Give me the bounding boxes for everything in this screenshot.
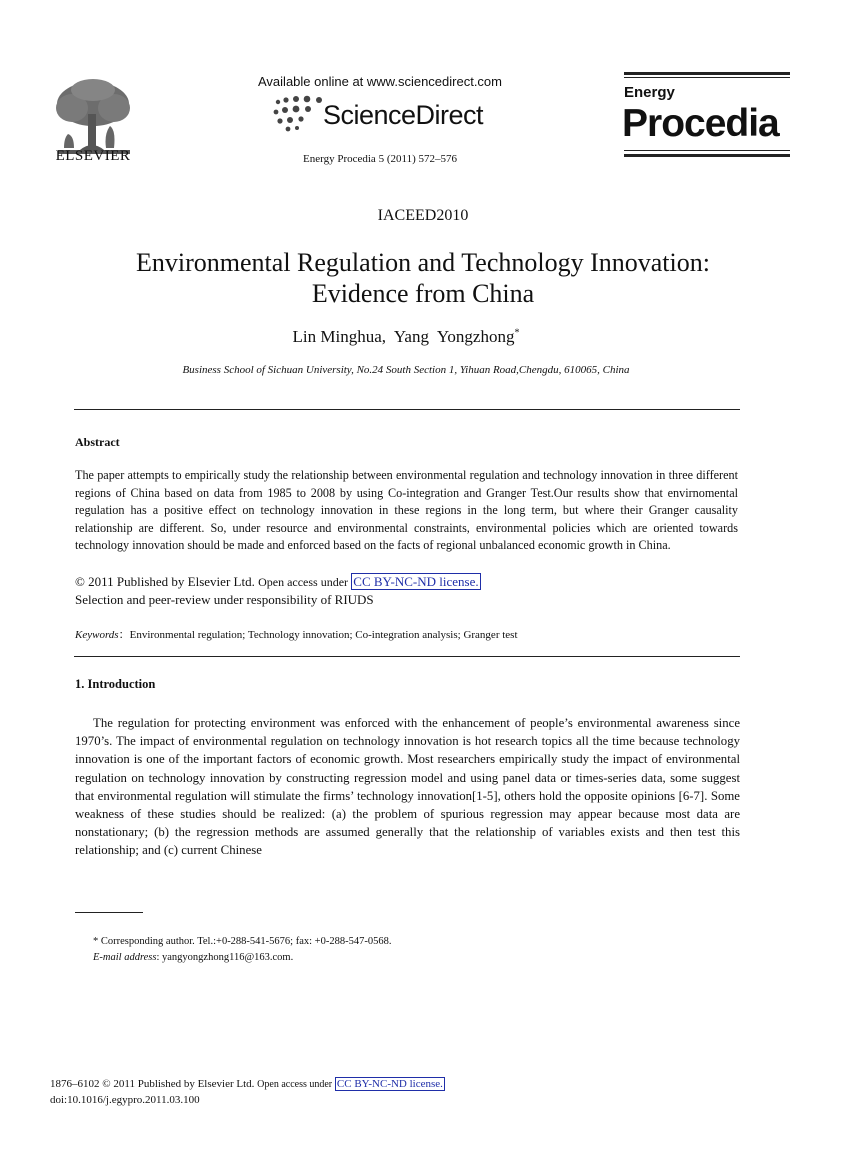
footer-license-link[interactable]: CC BY-NC-ND license. [336,1078,443,1090]
section-divider [74,656,740,657]
corresponding-author-mark: * [514,327,520,339]
doi-line: doi:10.1016/j.egypro.2011.03.100 [50,1094,200,1106]
affiliation: Business School of Sichuan University, No.24 South Section 1, Yihuan Road,Chengdu, 610065, China [182,364,630,376]
journal-logo-rule [624,77,790,78]
title-line-2: Evidence from China [311,279,535,308]
introduction-heading: 1. Introduction [75,677,156,691]
issn-line [50,1078,445,1090]
journal-logo-bottom: Procedia [622,102,779,145]
keywords-text: Environmental regulation; Technology innovation; Co-integration analysis; Granger test [129,629,518,641]
email-label: E-mail address [93,952,157,963]
abstract-heading: Abstract [75,435,120,449]
available-online-text: Available online at www.sciencedirect.com [258,74,502,89]
journal-logo-rule [624,72,790,75]
section-divider [74,409,740,410]
author-list [0,327,812,347]
footer-open-access-text: Open access under [257,1079,333,1090]
peer-review-line: Selection and peer-review under responsibility of RIUDS [75,592,374,607]
copyright-text: © 2011 Published by Elsevier Ltd. [75,574,255,589]
footnote-rule [75,912,143,913]
email-footnote [93,952,293,963]
keywords-line [75,626,518,642]
journal-logo-rule [624,150,790,151]
journal-logo-rule [624,154,790,157]
open-access-text: Open access under [258,575,349,589]
abstract-body: The paper attempts to empirically study the relationship between environmental regulation and technology innovation in three different regions of China based on data from 1985 to 2008 by using Co-integration and Granger Test.Our results show that envirnomental regulation has a positive effect on technology innovation in these regions in the long term, but where their Granger causality relationship are different. So, under resource and environmental constraints, environmental policies which are oriented towards technology innovation should be made and enforced based on the facts of regional unbalanced economic growth in China. [75,468,738,552]
corresponding-author-footnote: * Corresponding author. Tel.:+0-288-541-5676; fax: +0-288-547-0568. [93,936,392,947]
issn-text: 1876–6102 © 2011 Published by Elsevier Ltd. [50,1078,255,1090]
authors-text: Lin Minghua, Yang Yongzhong [292,327,515,346]
paper-title [60,247,786,309]
keywords-label: Keywords [75,629,119,641]
journal-reference: Energy Procedia 5 (2011) 572–576 [303,153,457,165]
conference-name: IACEED2010 [377,207,469,224]
title-line-1: Environmental Regulation and Technology Innovation: [136,248,710,277]
keywords-separator: ： [118,629,130,641]
journal-logo-top: Energy [624,84,675,101]
sciencedirect-logo-text: ScienceDirect [323,100,484,130]
copyright-line [75,574,481,590]
license-link[interactable]: CC BY-NC-ND license. [353,574,479,589]
email-address: : yangyongzhong116@163.com. [156,952,294,963]
introduction-body: The regulation for protecting environment was enforced with the enhancement of people’s environmental awareness since 1970’s. The impact of environmental regulation on technology innovation is hot research topics all the time because technology innovation is one of the important factors of economic growth. Most researchers empirically study the impact of environmental regulation on technology innovation by constructing regression model and using panel data or times-series data, some suggest that environmental regulation will stimulate the firms’ technology innovation[1-5], others hold the opposite opinions [6-7]. Some weakness of these studies should be realized: (a) the problem of spurious regression may appear because most data are nonstationary; (b) the regression methods are assumed generally that the relationship of variables exists and then test this relationship; and (c) current Chinese [75,716,740,858]
publisher-name: ELSEVIER [55,148,131,164]
